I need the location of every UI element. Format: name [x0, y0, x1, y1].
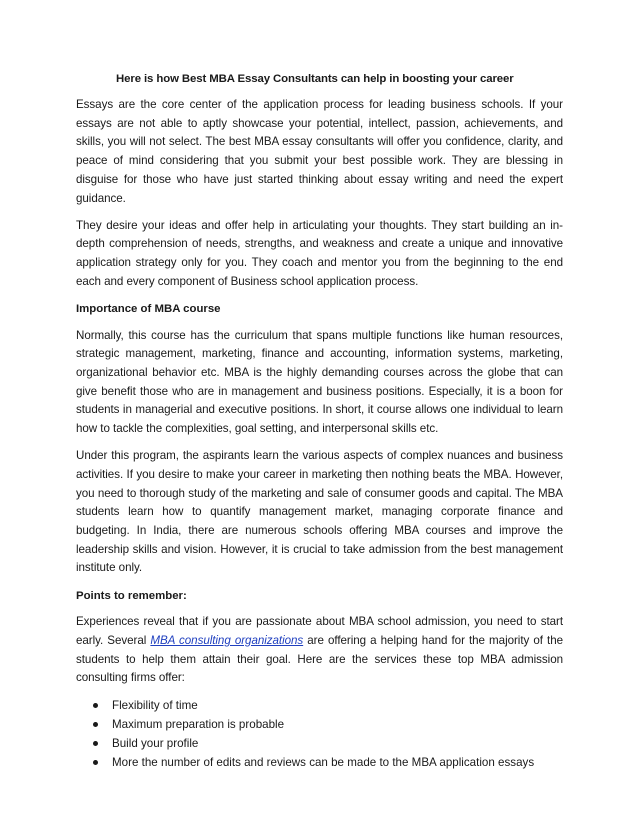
- document-title: Here is how Best MBA Essay Consultants can help in boosting your career: [116, 73, 514, 85]
- list-item: [76, 753, 563, 772]
- bullet-icon: [93, 703, 98, 708]
- bullet-icon: [93, 741, 98, 746]
- services-bullet-list: [76, 696, 563, 772]
- intro-paragraph-1: Essays are the core center of the application process for leading business schools. If your essays are not able to aptly showcase your potential, intellect, passion, achievements, and skills, you will not select. The best MBA essay consultants will offer you confidence, clarity, and peace of mind considering that you submit your best possible work. They are blessing in disguise for those who have just started thinking about essay writing and need the expert guidance.: [76, 98, 563, 205]
- list-item: [76, 696, 563, 715]
- list-item-text: Flexibility of time: [112, 699, 198, 713]
- bullet-icon: [93, 760, 98, 765]
- points-text-after-link: are offering a helping hand for the majority of the students to help them attain their goal. Here are the services these top MBA admission consulting firms offer:: [76, 633, 563, 685]
- list-item-text: Maximum preparation is probable: [112, 718, 285, 732]
- list-item-text: More the number of edits and reviews can be made to the MBA application essays: [112, 756, 535, 770]
- intro-paragraph-2: They desire your ideas and offer help in articulating your thoughts. They start building an in-depth comprehension of needs, strengths, and weakness and create a unique and innovative application strategy only for you. They coach and mentor you from the beginning to the end each and every component of Business school application process.: [76, 218, 563, 288]
- importance-paragraph-1: Normally, this course has the curriculum that spans multiple functions like human resources, strategic management, marketing, finance and accounting, information systems, marketing, organizational behavior etc. MBA is the highly demanding courses across the globe that can give benefit those who are in management and business positions. Especially, it is a boon for students in managerial and executive positions. In short, it course allows one individual to learn how to tackle the complexities, goal setting, and interpersonal skills etc.: [76, 328, 563, 436]
- document-page: [76, 70, 563, 772]
- list-item: [76, 715, 563, 734]
- mba-consulting-link[interactable]: MBA consulting organizations: [150, 633, 304, 647]
- importance-paragraph-2: Under this program, the aspirants learn the various aspects of complex nuances and business activities. If you desire to make your career in marketing then nothing beats the MBA. However, you need to thorough study of the marketing and sale of consumer goods and capital. The MBA students learn how to quantify management market, managing corporate finance and budgeting. In India, there are numerous schools offering MBA courses and improve the leadership skills and vision. However, it is crucial to take admission from the best management institute only.: [76, 449, 563, 575]
- section-heading-points: Points to remember:: [76, 589, 187, 602]
- section-heading-importance: Importance of MBA course: [76, 303, 221, 316]
- points-text-before-link: Experiences reveal that if you are passionate about MBA school admission, you need to start early. Several: [76, 615, 563, 647]
- list-item-text: Build your profile: [112, 737, 199, 751]
- points-paragraph: [76, 613, 563, 688]
- bullet-icon: [93, 722, 98, 727]
- list-item: [76, 734, 563, 753]
